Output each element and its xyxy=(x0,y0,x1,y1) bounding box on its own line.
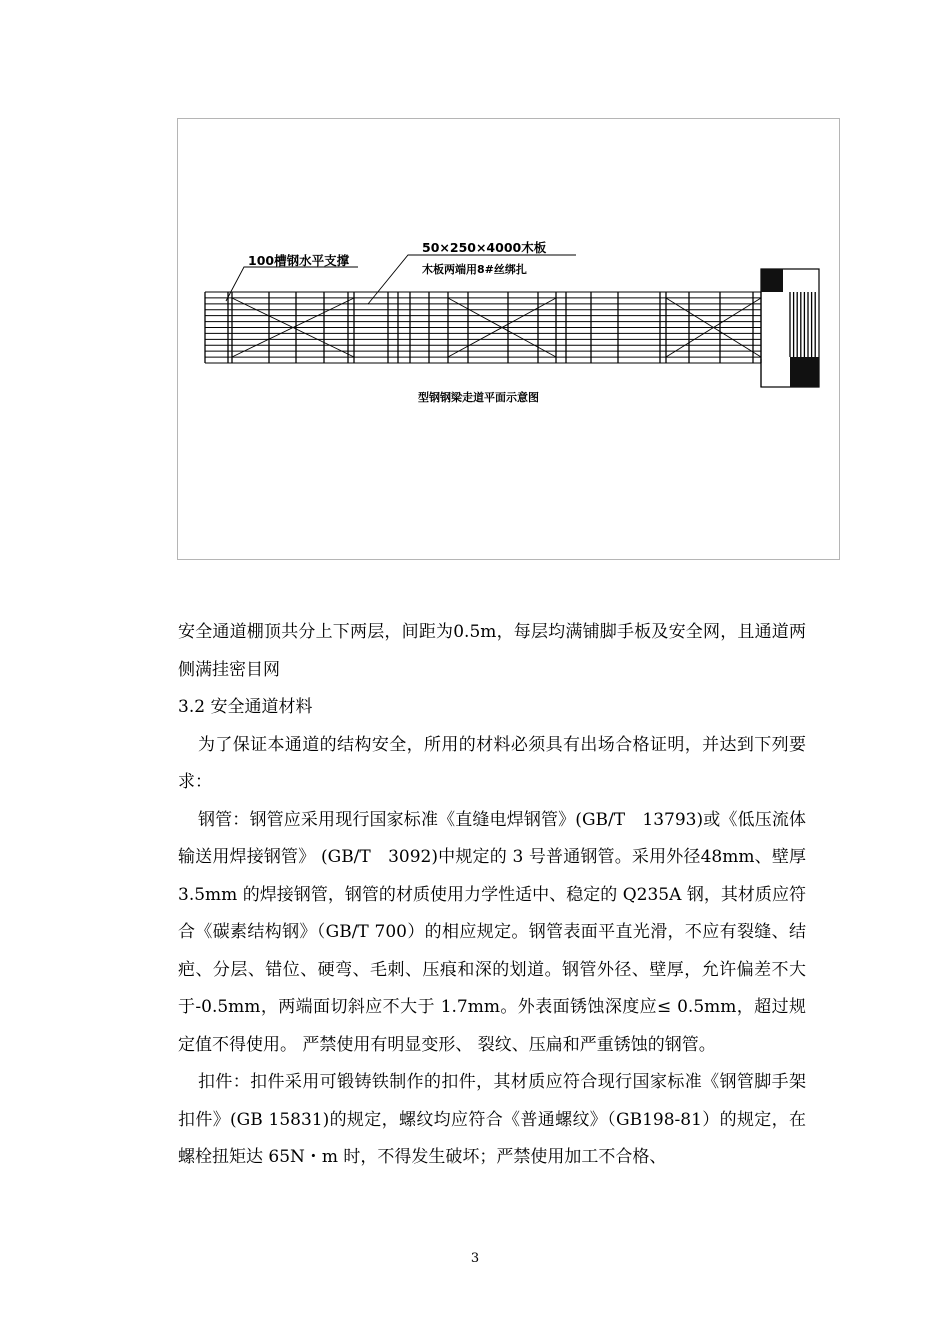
figure-frame xyxy=(177,118,840,560)
figure-caption: 型钢钢梁走道平面示意图 xyxy=(418,391,539,404)
body-text xyxy=(178,614,806,1177)
leader-channel xyxy=(226,267,358,301)
end-block-treads xyxy=(790,292,815,357)
paragraph-material-intro: 为了保证本通道的结构安全，所用的材料必须具有出场合格证明，并达到下列要求： xyxy=(178,734,806,792)
deck-boards xyxy=(205,292,761,363)
end-stair-block xyxy=(761,269,819,387)
paragraph-steel-pipe: 钢管：钢管应采用现行国家标准《直缝电焊钢管》(GB/T 13793)或《低压流体输送用焊接钢管》 (GB/T 3092)中规定的 3 号普通钢管。采用外径48mm、壁厚 3.5mm 的焊接钢管，钢管的材质使用力学性适中、稳定的 Q235A 钢，其材质应符合《碳素结构钢》（GB/T 700）的相应规定。钢管表面平直光滑，不应有裂缝、结疤、分层、错位、硬弯、毛刺、压痕和深的划道。钢管外径、壁厚，允许偏差不大于-0.5mm，两端面切斜应不大于 1.7mm。外表面锈蚀深度应≤ 0.5mm，超过规定值不得使用。 严禁使用有明显变形、 裂纹、压扁和严重锈蚀的钢管。 xyxy=(178,809,806,1055)
label-board-tie: 木板两端用8#丝绑扎 xyxy=(422,263,527,276)
section-heading-3-2: 3.2 安全通道材料 xyxy=(178,697,313,717)
walkway-plan-drawing xyxy=(178,119,841,561)
paragraph-roof-layers: 安全通道棚顶共分上下两层，间距为0.5m，每层均满铺脚手板及安全网，且通道两侧满挂密目网 xyxy=(178,622,806,680)
end-block-bottom-fill xyxy=(790,357,819,387)
page-number: 3 xyxy=(470,1251,480,1266)
paragraph-coupler: 扣件：扣件采用可锻铸铁制作的扣件，其材质应符合现行国家标准《钢管脚手架扣件》(GB 15831)的规定，螺纹均应符合《普通螺纹》（GB198-81）的规定，在螺栓扭矩达 65N・m 时，不得发生破坏；严禁使用加工不合格、 xyxy=(178,1072,806,1167)
label-channel-support: 100槽钢水平支撑 xyxy=(248,253,350,268)
end-block-top-fill xyxy=(761,269,783,292)
label-board-size: 50×250×4000木板 xyxy=(422,240,547,255)
